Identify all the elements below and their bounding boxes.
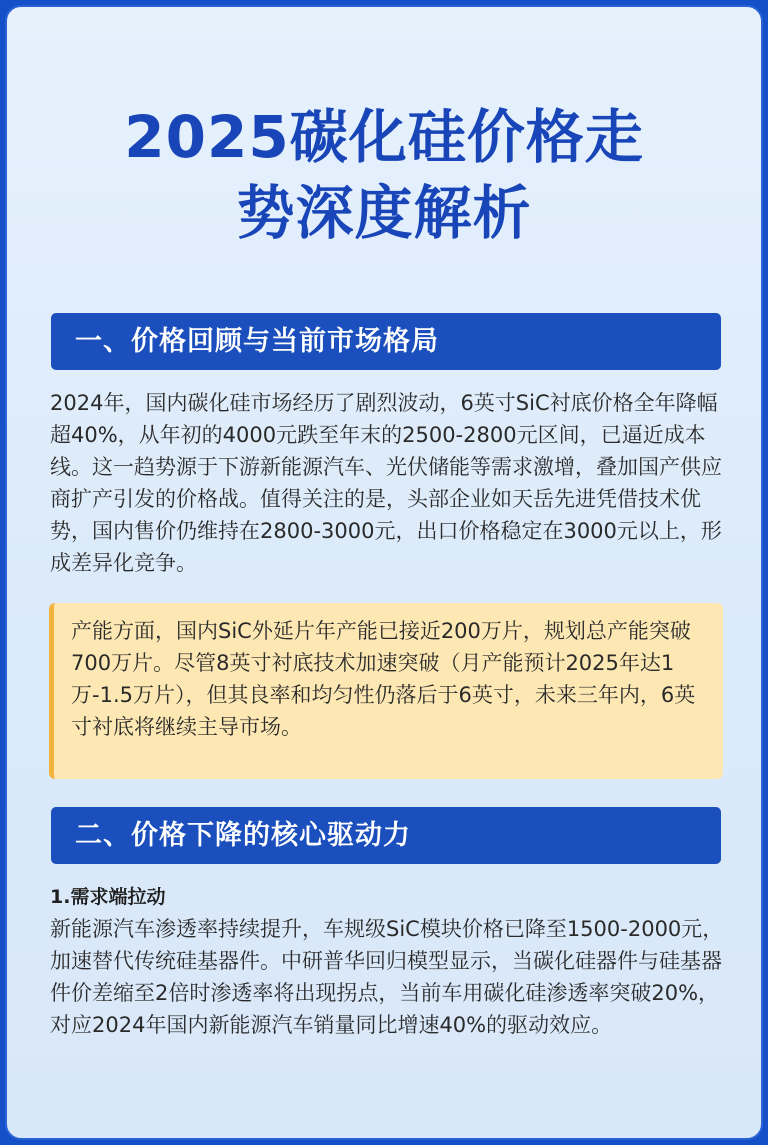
- section-heading-price-review: 一、价格回顾与当前市场格局: [51, 313, 721, 370]
- subheading-demand-pull: 1.需求端拉动: [50, 886, 166, 908]
- section-heading-price-drivers: 二、价格下降的核心驱动力: [51, 807, 721, 864]
- capacity-note-box: 产能方面，国内SiC外延片年产能已接近200万片，规划总产能突破700万片。尽管8英寸衬底技术加速突破（月产能预计2025年达1万-1.5万片），但其良率和均匀性仍落后于6英寸，未来三年内，6英寸衬底将继续主导市场。: [49, 603, 723, 779]
- page-title: [7, 99, 761, 251]
- article-card: [5, 5, 763, 1140]
- page-title-line-1: 2025碳化硅价格走: [124, 103, 644, 171]
- page-title-line-2: 势深度解析: [236, 179, 532, 247]
- section-1-paragraph: 2024年，国内碳化硅市场经历了剧烈波动，6英寸SiC衬底价格全年降幅超40%，从年初的4000元跌至年末的2500-2800元区间，已逼近成本线。这一趋势源于下游新能源汽车、光伏储能等需求激增，叠加国产供应商扩产引发的价格战。值得关注的是，头部企业如天岳先进凭借技术优势，国内售价仍维持在2800-3000元，出口价格稳定在3000元以上，形成差异化竞争。: [50, 391, 722, 575]
- section-2-paragraph: 新能源汽车渗透率持续提升，车规级SiC模块价格已降至1500-2000元，加速替代传统硅基器件。中研普华回归模型显示，当碳化硅器件与硅基器件价差缩至2倍时渗透率将出现拐点，当前车用碳化硅渗透率突破20%，对应2024年国内新能源汽车销量同比增速40%的驱动效应。: [50, 917, 724, 1037]
